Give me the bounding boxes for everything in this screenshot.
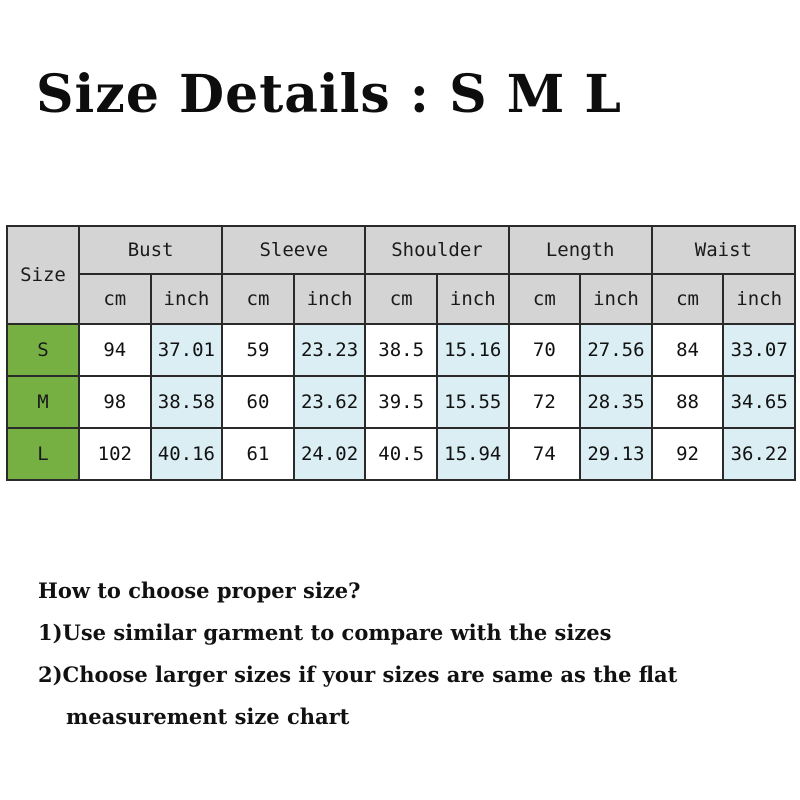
sleeve-cm-cell: 59 xyxy=(222,324,294,376)
bust-inch-cell: 38.58 xyxy=(151,376,223,428)
unit-header-row xyxy=(7,274,795,324)
unit-header-inch: inch xyxy=(723,274,795,324)
size-label-cell: M xyxy=(7,376,79,428)
length-header: Length xyxy=(509,226,652,274)
size-label-cell: S xyxy=(7,324,79,376)
bust-inch-cell: 37.01 xyxy=(151,324,223,376)
unit-header-cm: cm xyxy=(509,274,581,324)
waist-cm-cell: 84 xyxy=(652,324,724,376)
size-guide-tips xyxy=(38,573,677,741)
table-row-s xyxy=(7,324,795,376)
shoulder-inch-cell: 15.94 xyxy=(437,428,509,480)
unit-header-cm: cm xyxy=(79,274,151,324)
length-cm-cell: 74 xyxy=(509,428,581,480)
sleeve-cm-cell: 60 xyxy=(222,376,294,428)
unit-header-cm: cm xyxy=(222,274,294,324)
measurement-header-row xyxy=(7,226,795,274)
unit-header-inch: inch xyxy=(294,274,366,324)
waist-cm-cell: 92 xyxy=(652,428,724,480)
bust-inch-cell: 40.16 xyxy=(151,428,223,480)
waist-inch-cell: 36.22 xyxy=(723,428,795,480)
waist-cm-cell: 88 xyxy=(652,376,724,428)
shoulder-header: Shoulder xyxy=(365,226,508,274)
tips-heading: How to choose proper size? xyxy=(38,578,361,603)
tip-item-2-continued: measurement size chart xyxy=(66,704,350,729)
size-table xyxy=(6,225,796,481)
unit-header-cm: cm xyxy=(365,274,437,324)
unit-header-inch: inch xyxy=(151,274,223,324)
waist-inch-cell: 33.07 xyxy=(723,324,795,376)
shoulder-cm-cell: 38.5 xyxy=(365,324,437,376)
waist-header: Waist xyxy=(652,226,795,274)
length-cm-cell: 72 xyxy=(509,376,581,428)
sleeve-header: Sleeve xyxy=(222,226,365,274)
sleeve-cm-cell: 61 xyxy=(222,428,294,480)
shoulder-cm-cell: 40.5 xyxy=(365,428,437,480)
bust-header: Bust xyxy=(79,226,222,274)
table-row-l xyxy=(7,428,795,480)
bust-cm-cell: 94 xyxy=(79,324,151,376)
unit-header-cm: cm xyxy=(652,274,724,324)
length-inch-cell: 27.56 xyxy=(580,324,652,376)
length-cm-cell: 70 xyxy=(509,324,581,376)
shoulder-inch-cell: 15.16 xyxy=(437,324,509,376)
unit-header-inch: inch xyxy=(580,274,652,324)
bust-cm-cell: 98 xyxy=(79,376,151,428)
tip-item-2: 2)Choose larger sizes if your sizes are same as the flat xyxy=(38,662,678,687)
size-label-cell: L xyxy=(7,428,79,480)
size-header: Size xyxy=(7,226,79,324)
waist-inch-cell: 34.65 xyxy=(723,376,795,428)
table-row-m xyxy=(7,376,795,428)
shoulder-inch-cell: 15.55 xyxy=(437,376,509,428)
sleeve-inch-cell: 23.23 xyxy=(294,324,366,376)
page-title: Size Details : S M L xyxy=(36,64,622,125)
unit-header-inch: inch xyxy=(437,274,509,324)
bust-cm-cell: 102 xyxy=(79,428,151,480)
length-inch-cell: 29.13 xyxy=(580,428,652,480)
tip-item-1: 1)Use similar garment to compare with the sizes xyxy=(38,620,612,645)
sleeve-inch-cell: 24.02 xyxy=(294,428,366,480)
length-inch-cell: 28.35 xyxy=(580,376,652,428)
sleeve-inch-cell: 23.62 xyxy=(294,376,366,428)
shoulder-cm-cell: 39.5 xyxy=(365,376,437,428)
